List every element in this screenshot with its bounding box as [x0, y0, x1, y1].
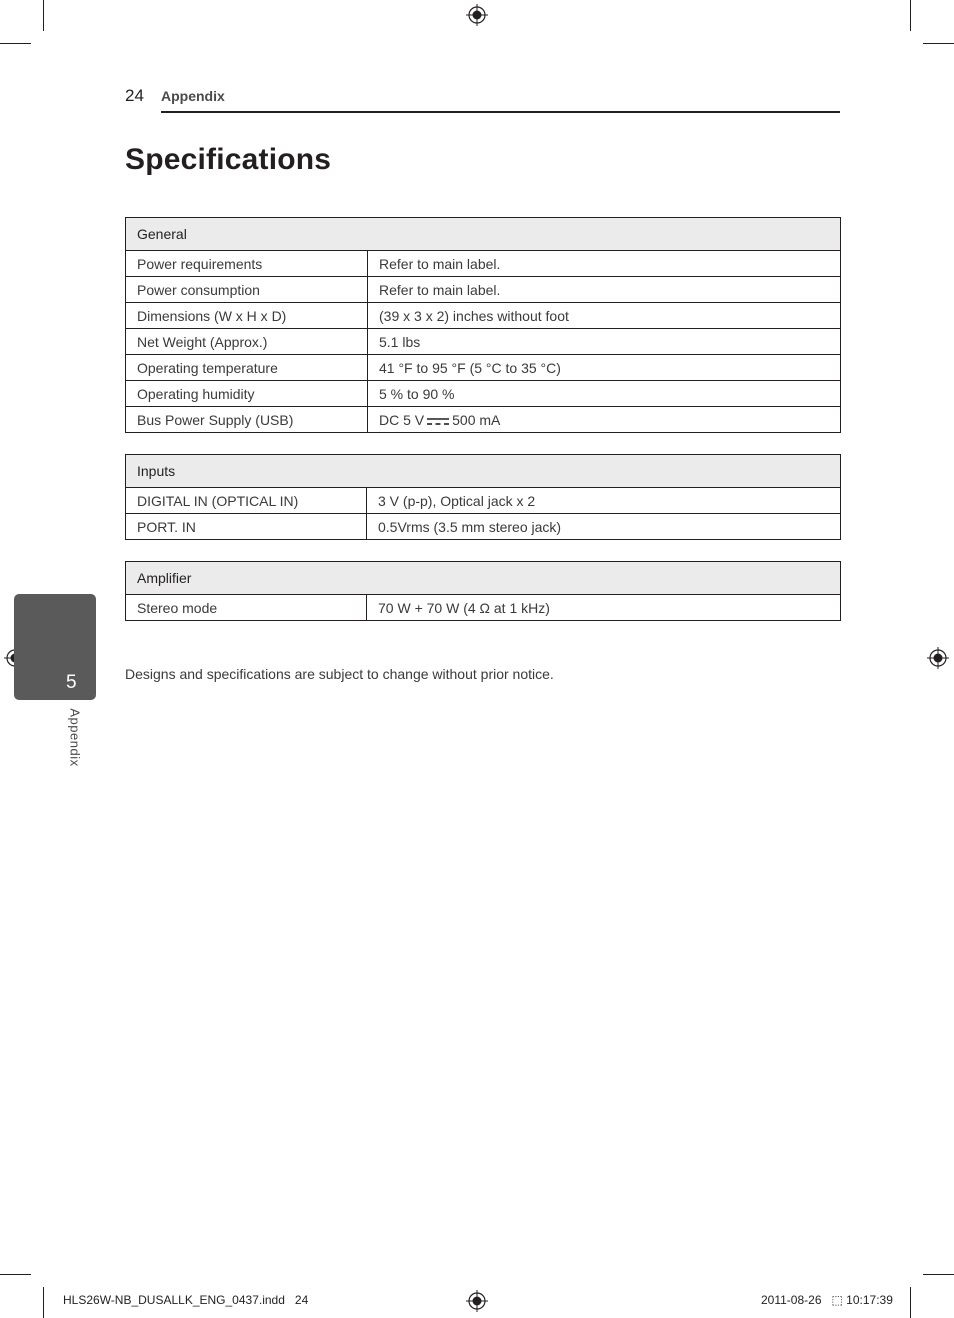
spec-label: Dimensions (W x H x D) — [126, 303, 368, 329]
spec-value: 0.5Vrms (3.5 mm stereo jack) — [367, 514, 841, 540]
spec-table-general — [125, 217, 841, 433]
crop-mark — [0, 43, 31, 44]
table-row — [126, 303, 841, 329]
spec-value: Refer to main label. — [368, 251, 841, 277]
registration-mark-icon — [466, 1290, 488, 1312]
table-row — [126, 488, 841, 514]
registration-mark-icon — [927, 647, 949, 669]
spec-label: DIGITAL IN (OPTICAL IN) — [126, 488, 367, 514]
spec-label: Power requirements — [126, 251, 368, 277]
spec-value: 5.1 lbs — [368, 329, 841, 355]
table-row — [126, 595, 841, 621]
dc-symbol-icon — [427, 416, 449, 426]
spec-label: Bus Power Supply (USB) — [126, 407, 368, 433]
table-row — [126, 329, 841, 355]
crop-mark — [923, 43, 954, 44]
spec-value: Refer to main label. — [368, 277, 841, 303]
spec-label: Power consumption — [126, 277, 368, 303]
table-row — [126, 381, 841, 407]
chapter-number: 5 — [66, 672, 77, 693]
table-row — [126, 514, 841, 540]
table-heading: General — [126, 218, 841, 251]
spec-value: 41 °F to 95 °F (5 °C to 35 °C) — [368, 355, 841, 381]
crop-mark — [910, 1287, 911, 1318]
table-row — [126, 407, 841, 433]
chapter-label: Appendix — [67, 708, 83, 767]
spec-value — [368, 407, 841, 433]
page-title: Specifications — [125, 143, 332, 176]
crop-mark — [910, 0, 911, 31]
crop-mark — [0, 1274, 31, 1275]
spec-value-prefix: DC 5 V — [379, 411, 425, 428]
spec-label: Stereo mode — [126, 595, 367, 621]
chapter-tab — [14, 594, 96, 700]
spec-table-inputs — [125, 454, 841, 540]
spec-value: 3 V (p-p), Optical jack x 2 — [367, 488, 841, 514]
crop-mark — [923, 1274, 954, 1275]
crop-mark — [43, 0, 44, 31]
spec-label: Net Weight (Approx.) — [126, 329, 368, 355]
spec-value-suffix: 500 mA — [452, 411, 501, 428]
spec-value: (39 x 3 x 2) inches without foot — [368, 303, 841, 329]
running-header-section: Appendix — [161, 88, 225, 104]
spec-label: Operating temperature — [126, 355, 368, 381]
page-number: 24 — [125, 86, 144, 105]
spec-table-amplifier — [125, 561, 841, 621]
crop-mark — [43, 1287, 44, 1318]
table-heading: Inputs — [126, 455, 841, 488]
change-notice: Designs and specifications are subject to change without prior notice. — [125, 666, 554, 682]
spec-value: 5 % to 90 % — [368, 381, 841, 407]
spec-value: 70 W + 70 W (4 Ω at 1 kHz) — [367, 595, 841, 621]
table-row — [126, 251, 841, 277]
header-divider — [161, 111, 840, 113]
footer-filename: HLS26W-NB_DUSALLK_ENG_0437.indd 24 — [63, 1293, 309, 1307]
table-heading: Amplifier — [126, 562, 841, 595]
table-row — [126, 277, 841, 303]
table-row — [126, 355, 841, 381]
footer-datetime: 2011-08-26 ⬚ 10:17:39 — [761, 1293, 893, 1307]
spec-label: PORT. IN — [126, 514, 367, 540]
registration-mark-icon — [466, 4, 488, 26]
spec-label: Operating humidity — [126, 381, 368, 407]
